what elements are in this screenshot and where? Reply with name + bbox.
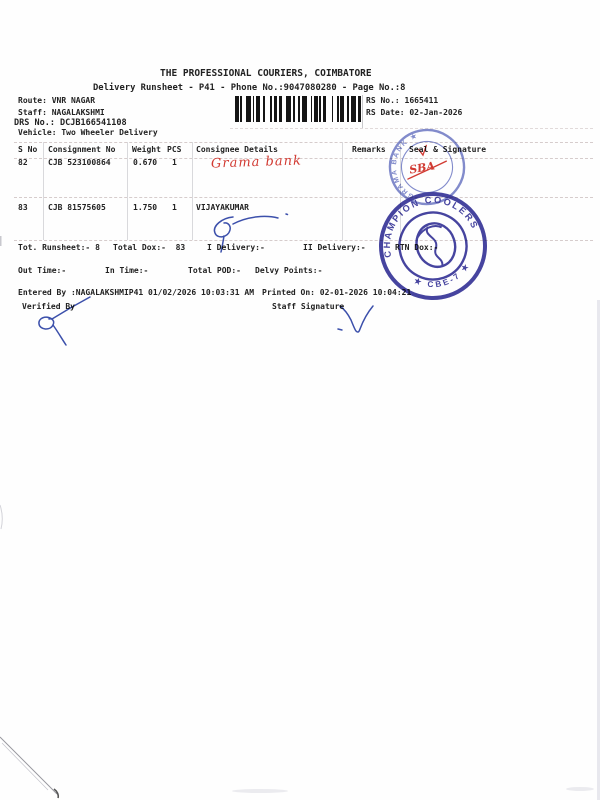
table-row-rule [14,197,593,198]
rs-box-border [362,95,363,128]
in-time: In Time:- [105,266,149,275]
table-col-line-2 [127,142,128,240]
entered-by-line: Entered By :NAGALAKSHMIP41 01/02/2026 10:03:31 AM [18,288,255,297]
table-col-line-1 [43,142,44,240]
ii-delivery: II Delivery:- [303,243,366,252]
total-dox: Total Dox:- 83 [113,243,186,252]
barcode-bars [235,96,362,122]
barcode [235,96,362,122]
printed-on-line: Printed On: 02-01-2026 10:04:21 [262,288,412,297]
scan-edge-mark-2 [0,505,2,529]
col-header-consignee: Consignee Details [196,145,278,154]
document-subtitle: Delivery Runsheet - P41 - Phone No.:9047080280 - Page No.:8 [93,83,406,93]
table-col-line-3 [192,142,193,240]
document-title: THE PROFESSIONAL COURIERS, COIMBATORE [160,68,372,79]
col-header-sno: S No [18,145,38,154]
svg-text:★ CBE-7 ★: ★ CBE-7 ★ [412,260,473,290]
col-header-seal: Seal & Signature [409,145,487,154]
rtn-dox: RTN Dox:- [395,243,439,252]
total-pod: Total POD:- [188,266,241,275]
col-header-remarks: Remarks [352,145,386,154]
table-row-cell-sno: 83 [18,203,28,212]
i-delivery: I Delivery:- [207,243,265,252]
scan-crease-artifact [0,737,58,798]
out-time: Out Time:- [18,266,67,275]
table-col-line-5 [400,142,401,240]
table-row-cell-pcs: 1 [172,158,177,167]
col-header-consignment: Consignment No [48,145,116,154]
route-line: Route: VNR NAGAR [18,96,96,105]
table-row-cell-consignment: CJB 523100864 [48,158,111,167]
handwritten-consignee-note: Grama bank [210,153,303,172]
rs-date-line: RS Date: 02-Jan-2026 [366,108,463,117]
table-row-cell-pcs: 1 [172,203,177,212]
staff-signature-label: Staff Signature [272,302,345,311]
scan-edge-mark [0,236,2,246]
table-row-cell-consignee: VIJAYAKUMAR [196,203,249,212]
table-col-line-4 [342,142,343,240]
table-row-cell-sno: 82 [18,158,28,167]
col-header-pcs: PCS [167,145,182,154]
staff-line: Staff: NAGALAKSHMI [18,108,105,117]
vehicle-line: Vehicle: Two Wheeler Delivery [18,128,158,137]
rs-no-line: RS No.: 1665411 [366,96,439,105]
table-row-cell-weight: 0.670 [133,158,158,167]
svg-text:GRAMA BANK ★: GRAMA BANK ★ [390,132,420,200]
scan-smudge-1 [232,789,288,793]
delvy-points: Delvy Points:- [255,266,323,275]
verified-by-label: Verified By [22,302,75,311]
col-header-weight: Weight [132,145,161,154]
drs-no-line: DRS No.: DCJB166541108 [14,118,127,128]
table-row-cell-weight: 1.750 [133,203,158,212]
svg-text:CHAMPION COOLERS: CHAMPION COOLERS [381,194,481,259]
table-top-rule [14,142,593,143]
svg-text:SBA: SBA [408,159,436,177]
scan-smudge-2 [566,787,594,791]
tot-runsheet: Tot. Runsheet:- 8 [18,243,100,252]
table-row-cell-consignment: CJB 81575605 [48,203,106,212]
table-bottom-rule [14,240,593,241]
rs-box-bottom-rule [230,128,593,129]
